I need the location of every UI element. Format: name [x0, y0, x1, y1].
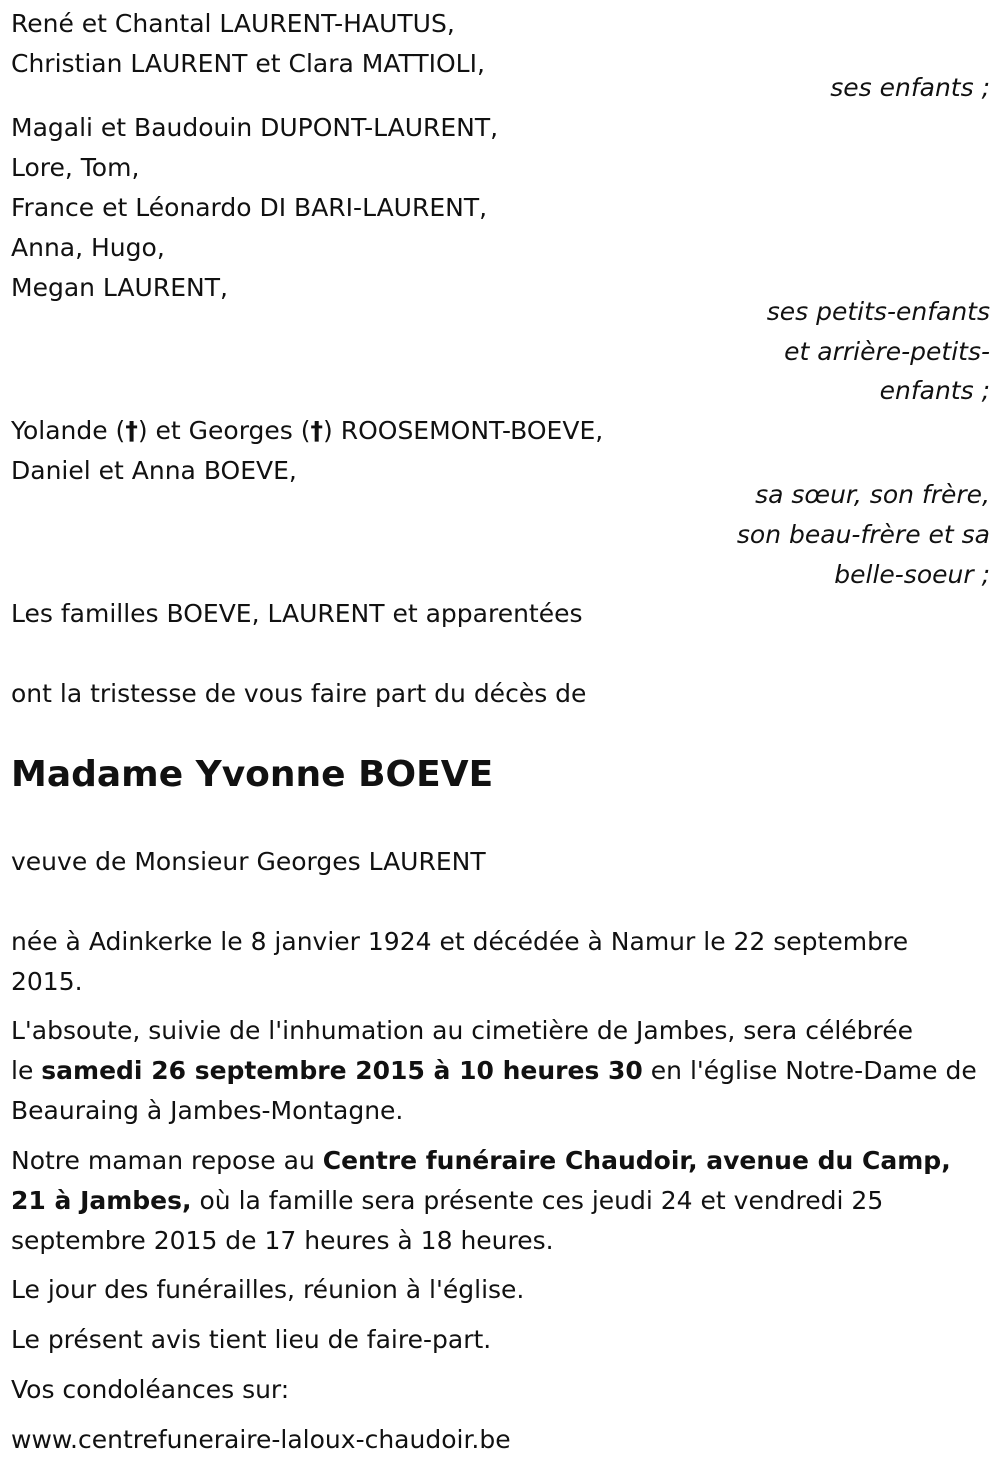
birth-death-line-1: née à Adinkerke le 8 janvier 1924 et décédée à Namur le 22 septembre [11, 927, 909, 956]
website-link[interactable]: www.centrefuneraire-laloux-chaudoir.be [11, 1425, 511, 1454]
siblings-text-a: Yolande ( [11, 416, 126, 445]
rest-line-3: septembre 2015 de 17 heures à 18 heures. [11, 1226, 554, 1255]
siblings-text-c: ) ROOSEMONT-BOEVE, [323, 416, 604, 445]
ceremony-line-3: Beauraing à Jambes-Montagne. [11, 1096, 404, 1125]
announcement-line: ont la tristesse de vous faire part du décès de [11, 679, 587, 708]
children-relation: ses enfants ; [830, 73, 990, 102]
ceremony-text-pre: le [11, 1056, 42, 1085]
siblings-relation-2: son beau-frère et sa [736, 520, 990, 549]
condolences-label: Vos condoléances sur: [11, 1375, 290, 1404]
children-line-2: Christian LAURENT et Clara MATTIOLI, [11, 49, 485, 78]
grandchildren-line-3: France et Léonardo DI BARI-LAURENT, [11, 193, 488, 222]
grandchildren-line-1: Magali et Baudouin DUPONT-LAURENT, [11, 113, 499, 142]
siblings-relation-3: belle-soeur ; [834, 560, 990, 589]
siblings-relation-1: sa sœur, son frère, [755, 480, 990, 509]
deceased-name: Madame Yvonne BOEVE [11, 754, 494, 795]
grandchildren-line-4: Anna, Hugo, [11, 233, 165, 262]
cross-icon: † [125, 416, 138, 445]
grandchildren-line-5: Megan LAURENT, [11, 273, 228, 302]
siblings-line-1 [11, 411, 603, 451]
ceremony-text-post: en l'église Notre-Dame de [642, 1056, 977, 1085]
rest-line-2 [11, 1181, 883, 1221]
ceremony-date-time: samedi 26 septembre 2015 à 10 heures 30 [41, 1056, 643, 1085]
ceremony-line-2 [11, 1051, 977, 1091]
rest-line-1 [11, 1141, 951, 1181]
rest-location-city: 21 à Jambes, [11, 1186, 192, 1215]
rest-text-post: où la famille sera présente ces jeudi 24 et vendredi 25 [191, 1186, 884, 1215]
grandchildren-relation-3: enfants ; [879, 376, 990, 405]
funeral-meeting-line: Le jour des funérailles, réunion à l'église. [11, 1275, 525, 1304]
birth-death-line-2: 2015. [11, 967, 83, 996]
cross-icon: † [310, 416, 324, 445]
siblings-line-2: Daniel et Anna BOEVE, [11, 456, 297, 485]
widow-of-line: veuve de Monsieur Georges LAURENT [11, 847, 486, 876]
families-line: Les familles BOEVE, LAURENT et apparentées [11, 599, 583, 628]
grandchildren-relation-1: ses petits-enfants [766, 297, 990, 326]
grandchildren-line-2: Lore, Tom, [11, 153, 140, 182]
ceremony-line-1: L'absoute, suivie de l'inhumation au cimetière de Jambes, sera célébrée [11, 1016, 914, 1045]
rest-text-pre: Notre maman repose au [11, 1146, 323, 1175]
grandchildren-relation-2: et arrière-petits- [784, 337, 990, 366]
rest-location: Centre funéraire Chaudoir, avenue du Camp, [322, 1146, 951, 1175]
notice-line: Le présent avis tient lieu de faire-part. [11, 1325, 492, 1354]
siblings-text-b: ) et Georges ( [137, 416, 311, 445]
children-line-1: René et Chantal LAURENT-HAUTUS, [11, 9, 455, 38]
